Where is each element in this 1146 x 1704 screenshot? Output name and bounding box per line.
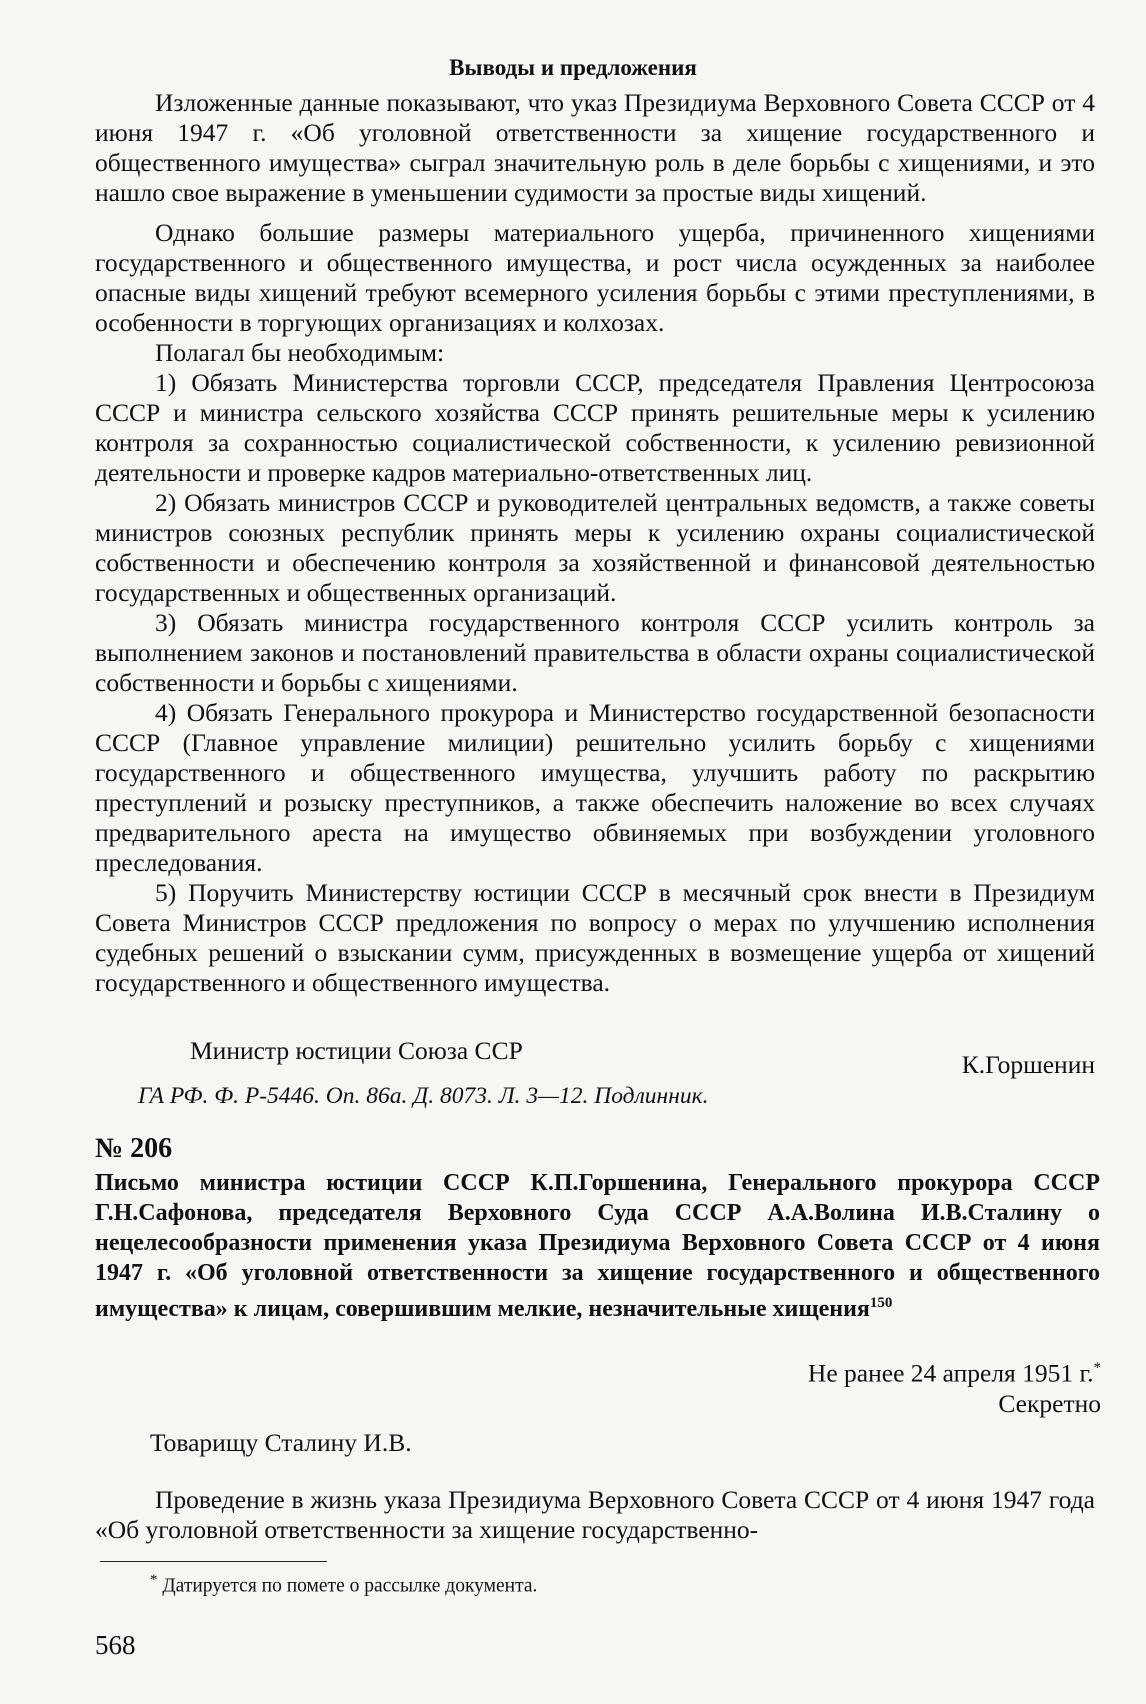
footnote (150, 1572, 537, 1598)
section-heading: Выводы и предложения (449, 55, 697, 80)
date-footnote-mark: * (1093, 1360, 1101, 1376)
title-note-ref: 150 (869, 1295, 893, 1311)
paragraph: 4) Обязать Генерального прокурора и Министерство государственной безопасности СССР (Главное управление милиции) решительно усилить борьбу с хищениями государственного и общественного имущества, улучшить работу по раскрытию преступлений и розыску преступников, а также обеспечить наложение во всех случаях предварительного ареста на имущество обвиняемых при возбуждении уголовного преследования. (95, 698, 1095, 877)
footnote-divider (100, 1561, 327, 1562)
document-number: № 206 (95, 1133, 173, 1164)
paragraph: 3) Обязать министра государственного контроля СССР усилить контроль за выполнением законов и постановлений правительства в области охраны социалистической собственности и борьбы с хищениями. (95, 608, 1095, 697)
signature-name: К.Горшенин (961, 1050, 1095, 1079)
paragraph: 5) Поручить Министерству юстиции СССР в месячный срок внести в Президиум Совета Министров СССР предложения по вопросу о мерах по улучшению исполнения судебных решений о взыскании сумм, присужденных в возмещение ущерба от хищений государственного и общественного имущества. (95, 878, 1095, 997)
paragraph: 1) Обязать Министерства торговли СССР, председателя Правления Центросоюза СССР и министра сельского хозяйства СССР принять решительные меры к усилению контроля за сохранностью социалистической собственности, к усилению ревизионной деятельности и проверке кадров материально-ответственных лиц. (95, 368, 1095, 487)
paragraph: Однако большие размеры материального ущерба, причиненного хищениями государственного и общественного имущества, и рост числа осужденных за наиболее опасные виды хищений требуют всемерного усиления борьбы с этими преступлениями, в особенности в торгующих организациях и колхозах. (95, 218, 1095, 337)
signature-position: Министр юстиции Союза ССР (190, 1036, 523, 1065)
footnote-mark: * (150, 1572, 158, 1588)
addressee: Товарищу Сталину И.В. (150, 1428, 412, 1457)
document-title (95, 1168, 1100, 1324)
classification: Секретно (998, 1388, 1101, 1418)
archive-reference: ГА РФ. Ф. Р-5446. Оп. 86а. Д. 8073. Л. 3—12. Подлинник. (138, 1083, 709, 1109)
date-text: Не ранее 24 апреля 1951 г. (807, 1358, 1094, 1388)
document-title-text: Письмо министра юстиции СССР К.П.Горшенина, Генерального прокурора СССР Г.Н.Сафонова, председателя Верховного Суда СССР А.А.Волина И.В.Сталину о нецелесообразности применения указа Президиума Верховного Совета СССР от 4 июня 1947 г. «Об уголовной ответственности за хищение государственного и общественного имущества» к лицам, совершившим мелкие, незначительные хищения (95, 1170, 1100, 1322)
date-block (808, 1353, 1101, 1419)
paragraph: Проведение в жизнь указа Президиума Верховного Совета СССР от 4 июня 1947 года «Об уголовной ответственности за хищение государственно- (95, 1485, 1095, 1544)
paragraph: 2) Обязать министров СССР и руководителей центральных ведомств, а также советы министров союзных республик принять меры к усилению охраны социалистической собственности и обеспечению контроля за хозяйственной и финансовой деятельностью государственных и общественных организаций. (95, 488, 1095, 607)
letter-body (95, 1485, 1095, 1545)
page-number: 568 (95, 1630, 136, 1660)
paragraph: Полагал бы необходимым: (155, 338, 445, 367)
date-line (808, 1353, 1101, 1389)
paragraph: Изложенные данные показывают, что указ Президиума Верховного Совета СССР от 4 июня 1947 г. «Об уголовной ответственности за хищение государственного и общественного имущества» сыграл значительную роль в деле борьбы с хищениями, и это нашло свое выражение в уменьшении судимости за простые виды хищений. (95, 88, 1095, 207)
main-text (95, 88, 1095, 998)
footnote-text: Датируется по помете о рассылке документа. (162, 1575, 538, 1597)
